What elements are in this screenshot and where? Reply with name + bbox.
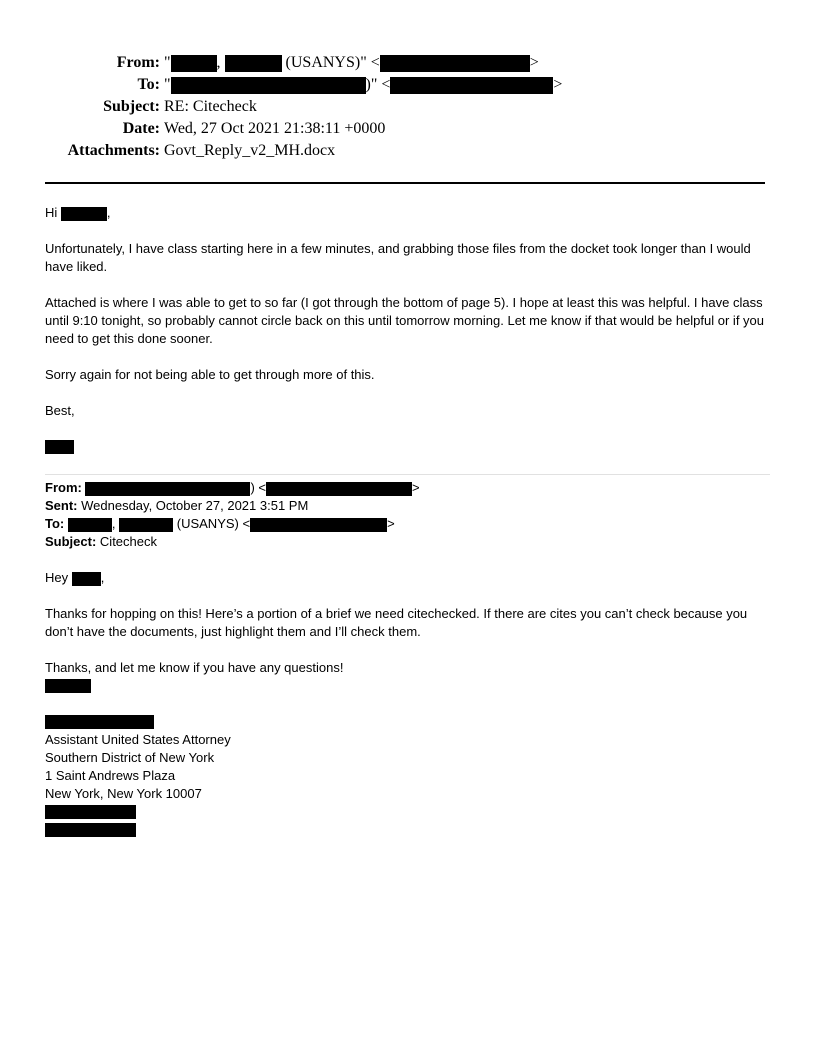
redaction-block [119,518,173,532]
signature-office: Southern District of New York [45,750,215,765]
quoted-greeting-word: Hey [45,570,69,585]
redacted-signature [45,440,74,454]
attachment-filename[interactable]: Govt_Reply_v2_MH.docx [164,142,336,159]
from-org: (USANYS)" [285,54,367,71]
reply-paragraph-1: Unfortunately, I have class starting here in a few minutes, and grabbing those files from the docket took longer than I would have liked. [45,241,751,274]
redaction-block [225,55,282,72]
reply-paragraph-2: Attached is where I was able to get to so far (I got through the bottom of page 5). I hope at least this was helpful. I have class until 9:10 tonight, so probably cannot circle back on this until tomorrow morning. Let me know if that would be helpful or if you need to get this done sooner. [45,295,764,346]
redaction-block [68,518,112,532]
quoted-sent-line [45,497,770,515]
signature-address-line-1: 1 Saint Andrews Plaza [45,768,176,783]
redacted-sender-name [45,679,91,693]
to-quote: " [164,76,171,93]
attachments-label: Attachments: [67,142,160,159]
redaction-block [61,207,107,221]
quoted-to-comma: , [111,516,116,531]
quoted-to-label: To: [45,516,65,531]
quoted-from-gt: > [412,480,420,495]
subject-value: RE: Citecheck [164,98,257,115]
reply-paragraph-3: Sorry again for not being able to get through more of this. [45,367,375,382]
redacted-email [45,823,136,837]
header-divider [45,182,765,184]
quoted-subject-line [45,533,770,551]
to-gt: > [553,76,563,93]
quoted-paragraph-2: Thanks, and let me know if you have any questions! [45,660,344,675]
greeting-comma: , [106,205,111,220]
from-quote: " [164,54,171,71]
from-value [164,52,539,74]
greeting-word: Hi [45,205,58,220]
from-gt: > [529,54,539,71]
reply-closing: Best, [45,403,75,418]
from-label: From: [116,54,160,71]
quoted-paragraph-1: Thanks for hopping on this! Here’s a portion of a brief we need citechecked. If there are cites you can’t check because you don’t have the documents, just highlight them and I’ll check them. [45,606,748,639]
quoted-separator [45,474,770,475]
date-value: Wed, 27 Oct 2021 21:38:11 +0000 [164,120,386,137]
reply-greeting [45,204,770,222]
email-header [0,52,816,167]
quoted-subject-value: Citecheck [99,534,157,549]
to-label: To: [137,76,160,93]
to-close: )" [365,76,378,93]
signature-address-line-2: New York, New York 10007 [45,786,202,801]
quoted-to-line [45,515,770,533]
to-value [164,74,562,96]
from-lt: < [370,54,380,71]
quoted-from-line [45,479,770,497]
quoted-sent-value: Wednesday, October 27, 2021 3:51 PM [81,498,309,513]
to-lt: < [381,76,391,93]
date-label: Date: [122,120,160,137]
subject-label: Subject: [103,98,160,115]
redaction-block [266,482,412,496]
quoted-from-label: From: [45,480,82,495]
quoted-greeting-comma: , [100,570,105,585]
quoted-sent-label: Sent: [45,498,78,513]
from-comma: , [216,54,221,71]
redaction-block [171,77,366,94]
quoted-greeting [45,569,770,587]
redacted-signature-name [45,715,154,729]
quoted-to-org: (USANYS) < [176,516,251,531]
quoted-subject-label: Subject: [45,534,97,549]
redaction-block [250,518,387,532]
redaction-block [390,77,553,94]
redaction-block [85,482,250,496]
quoted-from-close: ) < [250,480,267,495]
redaction-block [171,55,217,72]
quoted-to-gt: > [387,516,395,531]
redacted-phone [45,805,136,819]
redaction-block [72,572,101,586]
redaction-block [380,55,530,72]
signature-title: Assistant United States Attorney [45,732,231,747]
